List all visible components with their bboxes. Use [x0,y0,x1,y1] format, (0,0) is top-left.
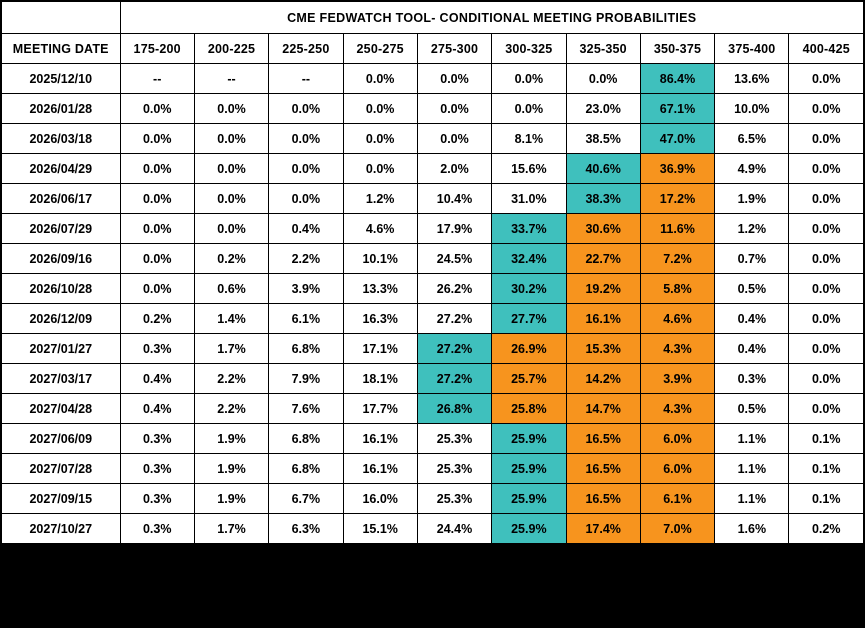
probability-cell: 16.3% [343,304,417,334]
probability-cell: 3.9% [269,274,343,304]
probability-cell: 16.1% [343,424,417,454]
probability-cell: 1.4% [194,304,268,334]
probability-cell: 0.0% [789,394,864,424]
probability-cell: 0.0% [343,64,417,94]
bottom-bar [0,614,865,628]
probability-cell: 0.0% [789,304,864,334]
probability-cell: 67.1% [640,94,714,124]
probability-cell: 0.5% [715,274,789,304]
probability-cell: 0.3% [715,364,789,394]
probability-cell: 22.7% [566,244,640,274]
probability-cell: 17.2% [640,184,714,214]
table-row [2,454,864,484]
probability-cell: 0.0% [120,214,194,244]
meeting-date-cell: 2026/07/29 [2,214,121,244]
probability-cell: 0.0% [120,244,194,274]
probability-cell: 26.8% [417,394,491,424]
title-row [2,2,864,34]
column-header-row [2,34,864,64]
probability-cell: 10.4% [417,184,491,214]
probability-cell: 0.0% [492,64,566,94]
probability-cell: 25.9% [492,484,566,514]
probability-cell: 25.9% [492,454,566,484]
probability-cell: 10.0% [715,94,789,124]
table-row [2,424,864,454]
probability-cell: 6.1% [640,484,714,514]
header-meeting-date: MEETING DATE [2,34,121,64]
probability-cell: 6.0% [640,424,714,454]
header-range: 325-350 [566,34,640,64]
probability-cell: 1.9% [194,424,268,454]
probability-cell: 0.5% [715,394,789,424]
table-row [2,154,864,184]
probability-cell: 36.9% [640,154,714,184]
probability-cell: 15.3% [566,334,640,364]
header-range: 200-225 [194,34,268,64]
probability-cell: 0.0% [120,184,194,214]
table-row [2,274,864,304]
probability-cell: 0.4% [269,214,343,244]
meeting-date-cell: 2026/01/28 [2,94,121,124]
probability-cell: 24.5% [417,244,491,274]
probability-cell: 0.0% [194,214,268,244]
probability-cell: 0.0% [417,124,491,154]
probability-cell: 0.3% [120,424,194,454]
probability-cell: 0.3% [120,484,194,514]
header-range: 400-425 [789,34,864,64]
probability-cell: 2.2% [269,244,343,274]
meeting-date-cell: 2026/10/28 [2,274,121,304]
probability-cell: 0.4% [120,394,194,424]
probability-cell: 3.9% [640,364,714,394]
probability-cell: 0.0% [417,94,491,124]
probability-cell: 6.8% [269,424,343,454]
probability-cell: -- [120,64,194,94]
probability-cell: 27.7% [492,304,566,334]
table-row [2,214,864,244]
probability-cell: 0.2% [194,244,268,274]
probability-cell: 6.5% [715,124,789,154]
probability-cell: 0.1% [789,424,864,454]
probability-cell: 2.0% [417,154,491,184]
table-row [2,514,864,544]
meeting-date-cell: 2027/06/09 [2,424,121,454]
meeting-date-cell: 2026/12/09 [2,304,121,334]
probability-cell: 0.0% [343,154,417,184]
header-range: 250-275 [343,34,417,64]
probability-cell: 0.0% [789,94,864,124]
probability-cell: 14.2% [566,364,640,394]
table-row [2,64,864,94]
probability-cell: 17.9% [417,214,491,244]
probability-cell: 0.0% [343,124,417,154]
probability-cell: 8.1% [492,124,566,154]
probability-cell: 0.0% [789,214,864,244]
meeting-date-cell: 2027/03/17 [2,364,121,394]
probability-cell: 10.1% [343,244,417,274]
probability-cell: 0.7% [715,244,789,274]
probability-cell: 0.0% [566,64,640,94]
probability-cell: 31.0% [492,184,566,214]
probability-cell: 1.9% [194,484,268,514]
header-range: 275-300 [417,34,491,64]
probability-cell: 16.1% [343,454,417,484]
meeting-date-cell: 2027/04/28 [2,394,121,424]
probability-cell: 7.6% [269,394,343,424]
conditional-meeting-probabilities-table [1,1,864,544]
probability-cell: 0.0% [194,184,268,214]
probability-cell: 1.2% [715,214,789,244]
header-range: 175-200 [120,34,194,64]
probability-cell: 6.3% [269,514,343,544]
meeting-date-cell: 2027/07/28 [2,454,121,484]
probability-cell: 4.3% [640,394,714,424]
probability-cell: 38.3% [566,184,640,214]
table-body [2,64,864,544]
probability-cell: 0.0% [789,364,864,394]
probability-cell: 6.0% [640,454,714,484]
probability-cell: 1.9% [715,184,789,214]
probability-cell: 1.7% [194,334,268,364]
meeting-date-cell: 2027/10/27 [2,514,121,544]
probability-cell: 13.6% [715,64,789,94]
probability-cell: 1.9% [194,454,268,484]
probability-cell: -- [269,64,343,94]
meeting-date-cell: 2026/04/29 [2,154,121,184]
table-row [2,184,864,214]
probability-cell: 16.1% [566,304,640,334]
probability-cell: 0.0% [417,64,491,94]
probability-cell: 0.0% [789,244,864,274]
probability-cell: 4.6% [640,304,714,334]
probability-cell: 15.6% [492,154,566,184]
probability-cell: 6.8% [269,334,343,364]
table-row [2,244,864,274]
probability-cell: 25.9% [492,514,566,544]
probability-cell: 26.2% [417,274,491,304]
table-row [2,334,864,364]
probability-cell: 18.1% [343,364,417,394]
probability-cell: 4.3% [640,334,714,364]
probability-cell: 7.0% [640,514,714,544]
probability-cell: 0.3% [120,454,194,484]
meeting-date-cell: 2025/12/10 [2,64,121,94]
probability-cell: 0.0% [269,124,343,154]
probability-cell: 0.0% [194,154,268,184]
probability-cell: 17.4% [566,514,640,544]
probability-cell: 0.0% [120,274,194,304]
probability-cell: 0.2% [120,304,194,334]
probability-cell: 32.4% [492,244,566,274]
probability-cell: 27.2% [417,364,491,394]
probability-cell: 0.2% [789,514,864,544]
header-range: 225-250 [269,34,343,64]
probability-cell: 27.2% [417,334,491,364]
probability-cell: 0.3% [120,514,194,544]
probability-cell: 0.6% [194,274,268,304]
probability-cell: 0.0% [120,154,194,184]
header-range: 350-375 [640,34,714,64]
probability-cell: 1.1% [715,424,789,454]
probability-cell: 25.9% [492,424,566,454]
probability-cell: 7.2% [640,244,714,274]
table-row [2,394,864,424]
probability-cell: 19.2% [566,274,640,304]
probability-cell: 2.2% [194,394,268,424]
probability-cell: 23.0% [566,94,640,124]
probability-cell: 15.1% [343,514,417,544]
probability-cell: 6.8% [269,454,343,484]
probability-cell: 38.5% [566,124,640,154]
probability-cell: 25.8% [492,394,566,424]
probability-cell: 47.0% [640,124,714,154]
probability-cell: -- [194,64,268,94]
probability-cell: 24.4% [417,514,491,544]
table-row [2,364,864,394]
probability-cell: 14.7% [566,394,640,424]
probability-cell: 25.3% [417,484,491,514]
probability-cell: 1.1% [715,484,789,514]
probability-cell: 30.2% [492,274,566,304]
probability-cell: 0.4% [715,334,789,364]
meeting-date-cell: 2026/06/17 [2,184,121,214]
page-title: CME FEDWATCH TOOL- CONDITIONAL MEETING PROBABILITIES [120,2,863,34]
probability-cell: 33.7% [492,214,566,244]
probability-cell: 1.6% [715,514,789,544]
probability-cell: 17.7% [343,394,417,424]
meeting-date-cell: 2026/03/18 [2,124,121,154]
probability-cell: 0.0% [120,124,194,154]
probability-cell: 86.4% [640,64,714,94]
probability-cell: 16.5% [566,484,640,514]
probability-cell: 1.2% [343,184,417,214]
probability-cell: 0.0% [789,154,864,184]
probability-cell: 0.0% [789,334,864,364]
corner-blank-cell [2,2,121,34]
table-head [2,2,864,64]
probability-cell: 0.0% [269,94,343,124]
probability-cell: 0.0% [789,184,864,214]
table-row [2,484,864,514]
header-range: 300-325 [492,34,566,64]
probability-cell: 6.1% [269,304,343,334]
probability-cell: 16.5% [566,454,640,484]
meeting-date-cell: 2026/09/16 [2,244,121,274]
table-row [2,304,864,334]
probability-cell: 1.1% [715,454,789,484]
table-row [2,124,864,154]
probability-cell: 0.1% [789,454,864,484]
meeting-date-cell: 2027/09/15 [2,484,121,514]
probability-cell: 4.9% [715,154,789,184]
probability-cell: 27.2% [417,304,491,334]
probability-cell: 7.9% [269,364,343,394]
probability-cell: 16.5% [566,424,640,454]
probability-cell: 0.0% [269,154,343,184]
probability-cell: 40.6% [566,154,640,184]
probability-cell: 30.6% [566,214,640,244]
probability-cell: 1.7% [194,514,268,544]
probability-cell: 25.3% [417,424,491,454]
probability-cell: 0.0% [789,124,864,154]
fedwatch-panel [0,1,865,628]
probability-cell: 0.0% [194,94,268,124]
probability-cell: 0.0% [194,124,268,154]
probability-cell: 16.0% [343,484,417,514]
probability-cell: 4.6% [343,214,417,244]
probability-cell: 5.8% [640,274,714,304]
header-range: 375-400 [715,34,789,64]
probability-cell: 26.9% [492,334,566,364]
probability-cell: 0.0% [789,274,864,304]
probability-cell: 17.1% [343,334,417,364]
probability-cell: 0.0% [120,94,194,124]
probability-cell: 2.2% [194,364,268,394]
meeting-date-cell: 2027/01/27 [2,334,121,364]
probability-cell: 0.0% [492,94,566,124]
probability-cell: 0.3% [120,334,194,364]
probability-cell: 0.0% [269,184,343,214]
probability-cell: 6.7% [269,484,343,514]
table-row [2,94,864,124]
probability-cell: 13.3% [343,274,417,304]
probability-cell: 0.0% [343,94,417,124]
probability-cell: 11.6% [640,214,714,244]
probability-cell: 0.1% [789,484,864,514]
probability-cell: 25.3% [417,454,491,484]
probability-cell: 0.4% [715,304,789,334]
probability-cell: 25.7% [492,364,566,394]
probability-cell: 0.0% [789,64,864,94]
probability-cell: 0.4% [120,364,194,394]
